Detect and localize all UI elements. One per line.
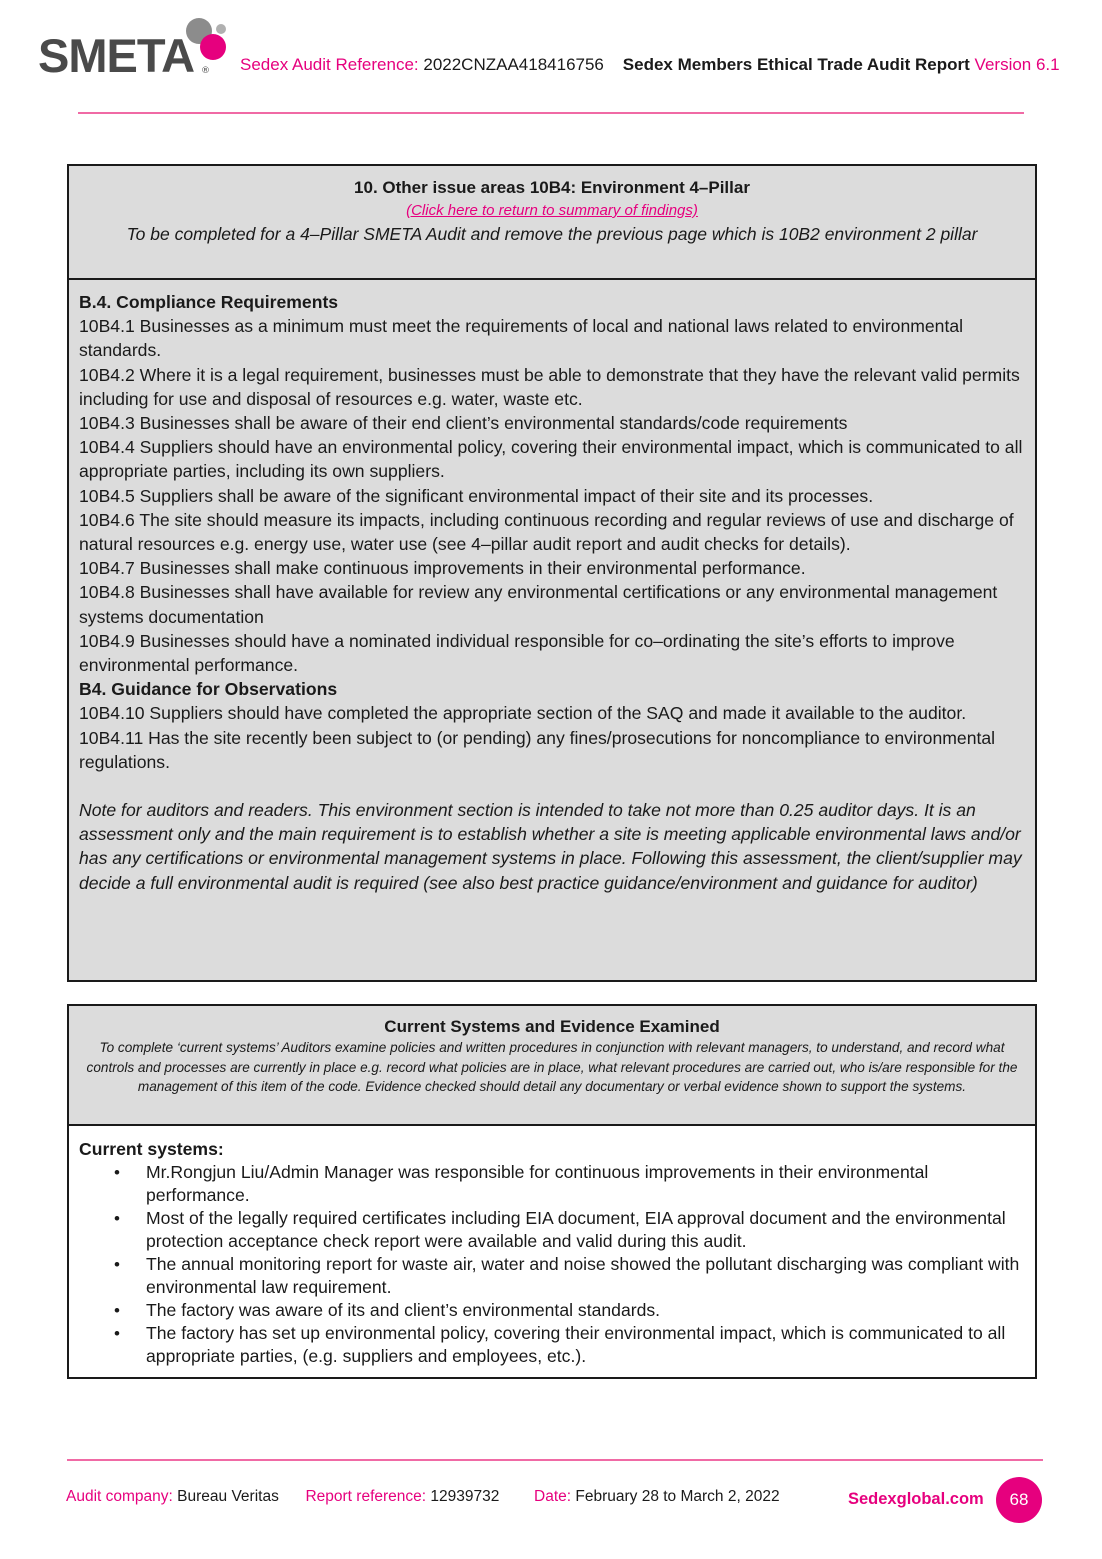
audit-ref-value: 2022CNZAA418416756 xyxy=(423,55,604,74)
audit-ref-label: Sedex Audit Reference: xyxy=(240,55,419,74)
header-divider xyxy=(78,112,1024,114)
section-title: 10. Other issue areas 10B4: Environment 4–Pillar xyxy=(354,178,750,197)
summary-link[interactable]: (Click here to return to summary of findings) xyxy=(406,202,698,219)
list-item: • Most of the legally required certificates including EIA document, EIA approval document and the environmental protection acceptance check report were available and valid during this audit. xyxy=(146,1207,1025,1253)
environment-section-header xyxy=(69,166,1035,280)
logo-dot-small xyxy=(216,24,226,34)
auditor-note: Note for auditors and readers. This environment section is intended to take not more than 0.25 auditor days. It is an assessment only and the main requirement is to establish whether a site is meeting applicable environmental laws and/or has any certifications or environmental management systems in place. Following this assessment, the client/supplier may decide a full environmental audit is required (see also best practice guidance/environment and guidance for auditor) xyxy=(79,800,1022,893)
current-systems-section xyxy=(67,1004,1037,1379)
compliance-item: 10B4.9 Businesses should have a nominated individual responsible for co–ordinating the site’s efforts to improve environmental performance. xyxy=(79,630,955,676)
smeta-logo xyxy=(38,18,228,88)
guidance-item: 10B4.10 Suppliers should have completed the appropriate section of the SAQ and made it available to the auditor. xyxy=(79,703,967,724)
audit-company-value: Bureau Veritas xyxy=(177,1488,279,1505)
current-systems-label: Current systems: xyxy=(79,1139,224,1159)
current-systems-title: Current Systems and Evidence Examined xyxy=(384,1017,720,1036)
list-item: • The factory has set up environmental policy, covering their environmental impact, which is communicated to all appropriate parties, (e.g. suppliers and employees, etc.). xyxy=(146,1322,1025,1368)
list-item: • Mr.Rongjun Liu/Admin Manager was responsible for continuous improvements in their environmental performance. xyxy=(146,1161,1025,1207)
compliance-title: B.4. Compliance Requirements xyxy=(79,292,339,312)
logo-text: SMETA xyxy=(38,29,195,82)
compliance-item: 10B4.5 Suppliers shall be aware of the significant environmental impact of their site and its processes. xyxy=(79,485,874,506)
section-instruction: To be completed for a 4–Pillar SMETA Audit and remove the previous page which is 10B2 environment 2 pillar xyxy=(126,224,978,244)
current-systems-list xyxy=(79,1161,1025,1368)
list-item: • The annual monitoring report for waste air, water and noise showed the pollutant discharging was compliant with environmental law requirement. xyxy=(146,1253,1025,1299)
header-line xyxy=(240,55,1060,75)
compliance-item: 10B4.4 Suppliers should have an environmental policy, covering their environmental impact, which is communicated to all appropriate parties, including its own suppliers. xyxy=(79,437,1023,482)
compliance-item: 10B4.7 Businesses shall make continuous improvements in their environmental performance. xyxy=(79,558,806,579)
current-systems-instruction: To complete ‘current systems’ Auditors examine policies and written procedures in conjunction with relevant managers, to understand, and record what controls and processes are currently in place e.g. record what policies are in place, what relevant procedures are carried out, who is/are responsible for the management of this item of the code. Evidence checked should detail any documentary or verbal evidence shown to support the systems. xyxy=(86,1040,1018,1094)
footer-divider xyxy=(67,1459,1043,1461)
current-systems-body xyxy=(69,1126,1035,1368)
compliance-item: 10B4.3 Businesses shall be aware of their end client’s environmental standards/code requirements xyxy=(79,413,848,434)
report-reference-label: Report reference: xyxy=(305,1488,427,1505)
compliance-item: 10B4.1 Businesses as a minimum must meet the requirements of local and national laws related to environmental standards. xyxy=(79,316,964,361)
footer-line xyxy=(66,1488,780,1506)
logo-registered-mark: ® xyxy=(201,66,210,76)
report-reference-value: 12939732 xyxy=(430,1488,500,1505)
list-item: • The factory was aware of its and client’s environmental standards. xyxy=(146,1299,1025,1322)
page-number: 68 xyxy=(996,1477,1042,1523)
sedex-site-link[interactable]: Sedexglobal.com xyxy=(848,1490,984,1508)
guidance-title: B4. Guidance for Observations xyxy=(79,679,338,700)
environment-section-body xyxy=(69,280,1035,895)
compliance-item: 10B4.2 Where it is a legal requirement, businesses must be able to demonstrate that they have the relevant valid permits including for use and disposal of resources e.g. water, waste etc. xyxy=(79,364,1020,409)
guidance-item: 10B4.11 Has the site recently been subject to (or pending) any fines/prosecutions for noncompliance to environmental regulations. xyxy=(79,727,996,772)
compliance-item: 10B4.8 Businesses shall have available for review any environmental certifications or any environmental management systems documentation xyxy=(79,582,998,627)
logo-dot-pink xyxy=(200,34,226,60)
date-label: Date: xyxy=(534,1488,572,1505)
audit-company-label: Audit company: xyxy=(66,1488,173,1505)
compliance-item: 10B4.6 The site should measure its impacts, including continuous recording and regular reviews of use and discharge of natural resources e.g. energy use, water use (see 4–pillar audit report and audit checks for details). xyxy=(79,509,1014,555)
environment-section xyxy=(67,164,1037,982)
report-version: Version 6.1 xyxy=(974,55,1060,74)
report-title: Sedex Members Ethical Trade Audit Report xyxy=(622,55,970,74)
current-systems-header xyxy=(69,1006,1035,1126)
date-value: February 28 to March 2, 2022 xyxy=(575,1488,780,1505)
